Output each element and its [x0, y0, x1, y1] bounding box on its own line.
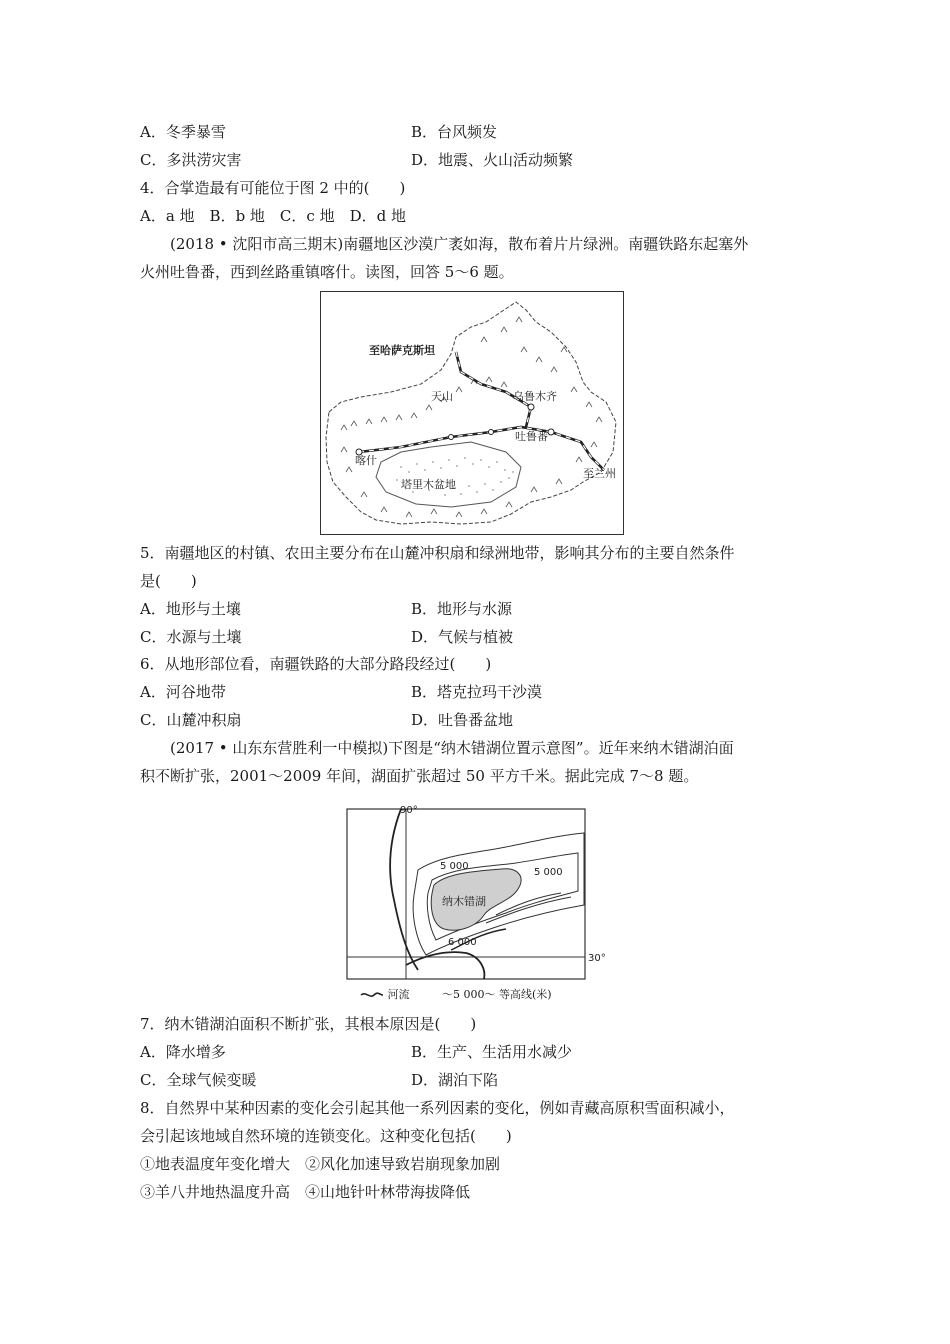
- map1-label-kazakhstan: 至哈萨克斯坦: [369, 344, 435, 357]
- contour-legend-tail-icon: 〜: [484, 988, 496, 1001]
- map1-label-tarim: 塔里木盆地: [401, 478, 456, 491]
- q8-options-3-4: ③羊八井地热温度升高 ④山地针叶林带海拔降低: [140, 1183, 471, 1201]
- map2-legend-contour-sample: 5 000: [453, 988, 485, 1001]
- map1-label-kashgar: 喀什: [355, 454, 377, 467]
- q8-options-1-2: ①地表温度年变化增大 ②风化加速导致岩崩现象加剧: [140, 1155, 501, 1173]
- map2-contour-5000-right: 5 000: [534, 867, 563, 878]
- q4-stem: 4．合掌造最有可能位于图 2 中的( ): [140, 179, 406, 197]
- q5-option-b: B．地形与水源: [411, 600, 513, 618]
- map2-lake-label: 纳木错湖: [442, 895, 486, 908]
- map2-contour-5000-left: 5 000: [440, 861, 469, 872]
- q5-option-c: C．水源与土壤: [140, 628, 242, 646]
- q7-option-b: B．生产、生活用水减少: [411, 1043, 573, 1061]
- map1-label-lanzhou: 至兰州: [583, 467, 616, 480]
- q6-option-a: A．河谷地带: [140, 683, 226, 701]
- map2-lat-label: 30°: [588, 953, 606, 964]
- intro-5-6-line2: 火州吐鲁番，西到丝路重镇喀什。读图，回答 5～6 题。: [140, 263, 514, 281]
- q7-option-d: D．湖泊下陷: [411, 1071, 499, 1089]
- map1-label-turpan: 吐鲁番: [515, 430, 548, 443]
- map1-label-urumqi: 乌鲁木齐: [513, 390, 557, 403]
- q7-stem: 7．纳木错湖泊面积不断扩张，其根本原因是( ): [140, 1015, 477, 1033]
- intro-7-8-line1: (2017 • 山东东营胜利一中模拟)下图是“纳木错湖位置示意图”。近年来纳木错湖泊面: [170, 739, 734, 757]
- river-legend-icon: [360, 990, 384, 1000]
- q3-option-c: C．多洪涝灾害: [140, 151, 242, 169]
- q8-stem-line1: 8．自然界中某种因素的变化会引起其他一系列因素的变化，例如青藏高原积雪面积减小，: [140, 1099, 735, 1117]
- q5-stem-line2: 是( ): [140, 572, 197, 590]
- q7-option-c: C．全球气候变暖: [140, 1071, 257, 1089]
- q6-stem: 6．从地形部位看，南疆铁路的大部分路段经过( ): [140, 655, 492, 673]
- map2-legend-river-label: 河流: [387, 988, 410, 1001]
- q3-option-b: B．台风频发: [411, 123, 498, 141]
- map2-legend-contour-label: 等高线(米): [499, 988, 552, 1001]
- q3-option-a: A．冬季暴雪: [140, 123, 226, 141]
- q7-option-a: A．降水增多: [140, 1043, 226, 1061]
- q5-option-a: A．地形与土壤: [140, 600, 241, 618]
- q6-option-d: D．吐鲁番盆地: [411, 711, 514, 729]
- intro-5-6-line1: (2018 • 沈阳市高三期末)南疆地区沙漠广袤如海，散布着片片绿洲。南疆铁路东起塞外: [170, 235, 749, 253]
- q8-stem-line2: 会引起该地域自然环境的连锁变化。这种变化包括( ): [140, 1127, 512, 1145]
- q3-option-d: D．地震、火山活动频繁: [411, 151, 574, 169]
- q5-stem-line1: 5．南疆地区的村镇、农田主要分布在山麓冲积扇和绿洲地带，影响其分布的主要自然条件: [140, 544, 735, 562]
- q5-option-d: D．气候与植被: [411, 628, 514, 646]
- map2-legend-river: [360, 988, 410, 1002]
- map2-contour-6000: 6 000: [448, 937, 477, 948]
- intro-7-8-line2: 积不断扩张，2001～2009 年间，湖面扩张超过 50 平方千米。据此完成 7～8 题。: [140, 767, 699, 785]
- q6-option-c: C．山麓冲积扇: [140, 711, 242, 729]
- namtso-map: [346, 805, 610, 980]
- map2-legend-contour: [442, 988, 552, 1002]
- xinjiang-map: [320, 291, 624, 535]
- q6-option-b: B．塔克拉玛干沙漠: [411, 683, 543, 701]
- map2-lon-label: 90°: [400, 805, 418, 816]
- contour-legend-icon: ～: [442, 988, 453, 1001]
- q4-options: A．a 地 B．b 地 C．c 地 D．d 地: [140, 207, 406, 225]
- map1-label-tianshan: 天山: [431, 390, 453, 403]
